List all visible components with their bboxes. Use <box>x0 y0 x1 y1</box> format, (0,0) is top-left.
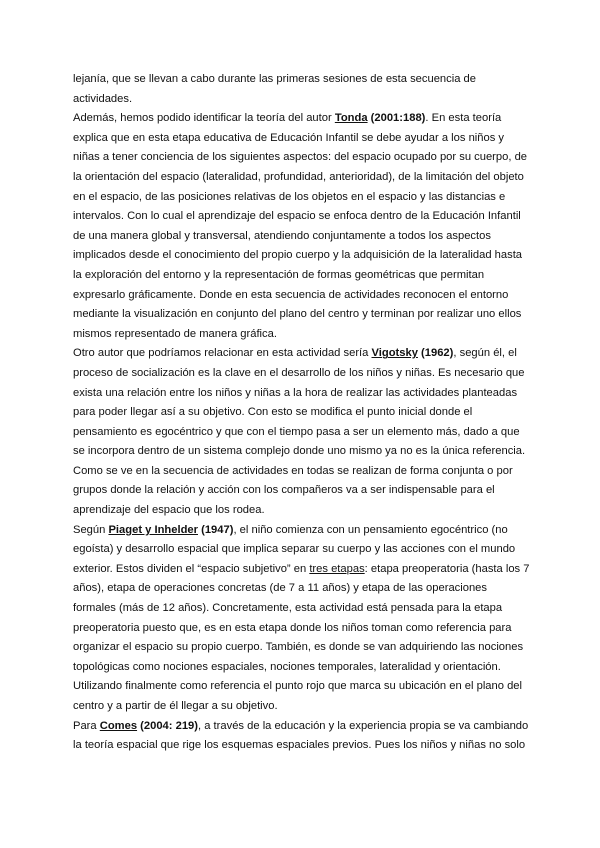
text-run: la teoría espacial que rige los esquemas espaciales previos. Pues los niños y niñas no solo <box>73 739 526 752</box>
text-run: Otro autor que podríamos relacionar en esta actividad sería <box>73 347 372 360</box>
text-run: Según <box>73 523 109 536</box>
citation-year: (1962) <box>417 347 454 360</box>
text-run: , el niño comienza con un pensamiento egocéntrico (no <box>233 523 508 536</box>
text-run: Utilizando finalmente como referencia el punto rojo que marca su ubicación en el plano del <box>73 680 523 693</box>
text-line <box>73 677 529 697</box>
text-run: . En esta teoría <box>425 112 502 125</box>
author-name: Vigotsky <box>371 347 418 360</box>
text-line <box>73 579 529 599</box>
text-run: topológicas como nociones espaciales, nociones temporales, lateralidad y orientación. <box>73 660 501 673</box>
text-run: años), etapa de operaciones concretas (de 7 a 11 años) y etapa de las operaciones <box>73 582 488 595</box>
text-run: explica que en esta etapa educativa de Educación Infantil se debe ayudar a los niños y <box>73 131 505 144</box>
document-body <box>73 70 529 756</box>
text-run: mismos representado de manera gráfica. <box>73 327 277 340</box>
text-line <box>73 540 529 560</box>
text-line <box>73 717 529 737</box>
citation-year: (1947) <box>198 523 234 536</box>
text-line <box>73 129 529 149</box>
text-line <box>73 697 529 717</box>
text-line <box>73 481 529 501</box>
text-line <box>73 403 529 423</box>
text-line <box>73 384 529 404</box>
text-line <box>73 442 529 462</box>
text-run: : etapa preoperatoria (hasta los 7 <box>364 562 530 575</box>
text-run: de una manera global y transversal, atendiendo conjuntamente a todos los aspectos <box>73 229 491 242</box>
citation-year: (2004: 219) <box>137 719 199 732</box>
text-line <box>73 599 529 619</box>
text-line <box>73 560 529 580</box>
text-run: Para <box>73 719 100 732</box>
text-line <box>73 266 529 286</box>
text-run: exterior. Estos dividen el “espacio subjetivo” en <box>73 562 310 575</box>
text-run: intervalos. Con lo cual el aprendizaje del espacio se enfoca dentro de la Educación Infantil <box>73 210 521 223</box>
text-line <box>73 227 529 247</box>
text-line <box>73 286 529 306</box>
text-line <box>73 109 529 129</box>
text-run: aprendizaje del espacio que los rodea. <box>73 504 265 517</box>
citation-year: (2001:188) <box>367 112 426 125</box>
text-run: lejanía, que se llevan a cabo durante las primeras sesiones de esta secuencia de <box>73 73 477 85</box>
text-run: la exploración del entorno y la representación de formas geométricas que permitan <box>73 268 485 281</box>
text-line <box>73 423 529 443</box>
text-line <box>73 246 529 266</box>
text-line <box>73 168 529 188</box>
text-line <box>73 658 529 678</box>
text-run: exista una relación entre los niños y niñas a la hora de realizar las actividades planteadas <box>73 386 518 399</box>
text-run: Como se ve en la secuencia de actividades en todas se realizan de forma conjunta o por <box>73 464 513 477</box>
text-run: la orientación del espacio (lateralidad, profundidad, anterioridad), de la limitación del objeto <box>73 170 524 183</box>
text-line <box>73 148 529 168</box>
author-name: Piaget y Inhelder <box>108 523 198 536</box>
text-run: pensamiento es egocéntrico y que con el tiempo pasa a ser un elemento más, dado a que <box>73 425 520 438</box>
text-line <box>73 521 529 541</box>
text-run: centro y a partir de él llegar a su objetivo. <box>73 700 278 712</box>
text-run: niñas a tener conciencia de los siguientes aspectos: del espacio ocupado por su cuerpo, de <box>73 151 528 164</box>
text-line <box>73 70 529 90</box>
text-run: mediante la visualización en conjunto del plano del centro y terminan por realizar uno ellos <box>73 308 522 321</box>
text-run: formales (más de 12 años). Concretamente, esta actividad está pensada para la etapa <box>73 602 503 615</box>
text-line <box>73 638 529 658</box>
text-line <box>73 188 529 208</box>
text-run: Además, hemos podido identificar la teoría del autor <box>73 112 335 125</box>
text-line <box>73 90 529 110</box>
text-line <box>73 325 529 345</box>
underlined-term: tres etapas <box>309 562 365 575</box>
text-run: expresarlo gráficamente. Donde en esta secuencia de actividades reconocen el entorno <box>73 288 509 301</box>
text-run: organizar el espacio su propio cuerpo. También, es donde se van adquiriendo las nociones <box>73 641 524 654</box>
text-line <box>73 305 529 325</box>
text-run: proceso de socialización es la clave en el desarrollo de los niños y niñas. Es necesario que <box>73 366 525 379</box>
text-run: actividades. <box>73 92 133 105</box>
text-run: grupos donde la relación y acción con los compañeros va a ser indispensable para el <box>73 484 495 497</box>
text-run: preoperatoria puesto que, es en esta etapa donde los niños toman como referencia para <box>73 621 512 634</box>
text-line <box>73 207 529 227</box>
text-line <box>73 364 529 384</box>
author-name: Comes <box>99 719 138 732</box>
text-run: en el espacio, de las posiciones relativas de los objetos en el espacio y las distancias e <box>73 190 506 203</box>
text-run: , según él, el <box>453 347 517 360</box>
text-run: se incorpora dentro de un sistema complejo donde uno mismo ya no es la única referencia. <box>73 445 526 458</box>
text-run: para poder llegar así a su objetivo. Con esto se modifica el punto inicial donde el <box>73 406 473 419</box>
text-line <box>73 736 529 756</box>
text-run: implicados desde el conocimiento del propio cuerpo y la adquisición de la lateralidad hasta <box>73 249 523 262</box>
text-run: , a través de la educación y la experiencia propia se va cambiando <box>198 719 529 732</box>
author-name: Tonda <box>334 112 368 125</box>
text-line <box>73 501 529 521</box>
text-line <box>73 619 529 639</box>
text-run: egoísta) y desarrollo espacial que implica separar su cuerpo y las acciones con el mundo <box>73 543 516 556</box>
text-line <box>73 344 529 364</box>
text-line <box>73 462 529 482</box>
